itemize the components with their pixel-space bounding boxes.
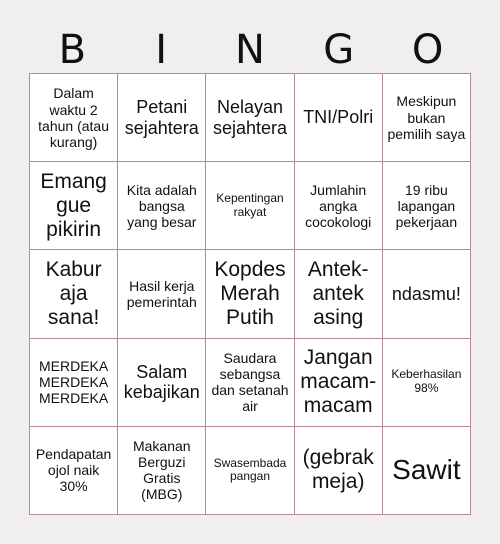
- bingo-cell[interactable]: Dalam waktu 2 tahun (atau kurang): [30, 74, 118, 162]
- bingo-cell[interactable]: Nelayan sejahtera: [206, 74, 294, 162]
- bingo-cell[interactable]: Petani sejahtera: [118, 74, 206, 162]
- bingo-cell[interactable]: Antek-antek asing: [295, 250, 383, 338]
- bingo-cell[interactable]: Sawit: [383, 427, 471, 515]
- bingo-grid: [29, 73, 471, 515]
- bingo-cell[interactable]: Meskipun bukan pemilih saya: [383, 74, 471, 162]
- bingo-cell[interactable]: Pendapatan ojol naik 30%: [30, 427, 118, 515]
- bingo-cell[interactable]: Kabur aja sana!: [30, 250, 118, 338]
- bingo-cell[interactable]: Hasil kerja pemerintah: [118, 250, 206, 338]
- bingo-cell[interactable]: TNI/Polri: [295, 74, 383, 162]
- bingo-cell[interactable]: 19 ribu lapangan pekerjaan: [383, 162, 471, 250]
- bingo-cell[interactable]: Swasembada pangan: [206, 427, 294, 515]
- bingo-cell[interactable]: Keberhasilan 98%: [383, 339, 471, 427]
- title-letter-n: N: [235, 27, 265, 73]
- title-letter-i: I: [155, 27, 168, 73]
- bingo-title: [28, 26, 472, 74]
- bingo-cell[interactable]: Salam kebajikan: [118, 339, 206, 427]
- bingo-cell[interactable]: Emang gue pikirin: [30, 162, 118, 250]
- bingo-cell[interactable]: Jumlahin angka cocokologi: [295, 162, 383, 250]
- bingo-cell[interactable]: ndasmu!: [383, 250, 471, 338]
- bingo-cell[interactable]: MERDEKA MERDEKA MERDEKA: [30, 339, 118, 427]
- bingo-cell[interactable]: Saudara sebangsa dan setanah air: [206, 339, 294, 427]
- bingo-cell[interactable]: Kepentingan rakyat: [206, 162, 294, 250]
- title-letter-o: O: [411, 27, 444, 73]
- bingo-cell[interactable]: (gebrak meja): [295, 427, 383, 515]
- title-letter-b: B: [58, 27, 87, 73]
- bingo-cell[interactable]: Jangan macam-macam: [295, 339, 383, 427]
- title-letter-g: G: [323, 27, 355, 73]
- bingo-cell[interactable]: Kopdes Merah Putih: [206, 250, 294, 338]
- bingo-cell[interactable]: Kita adalah bangsa yang besar: [118, 162, 206, 250]
- bingo-cell[interactable]: Makanan Berguzi Gratis (MBG): [118, 427, 206, 515]
